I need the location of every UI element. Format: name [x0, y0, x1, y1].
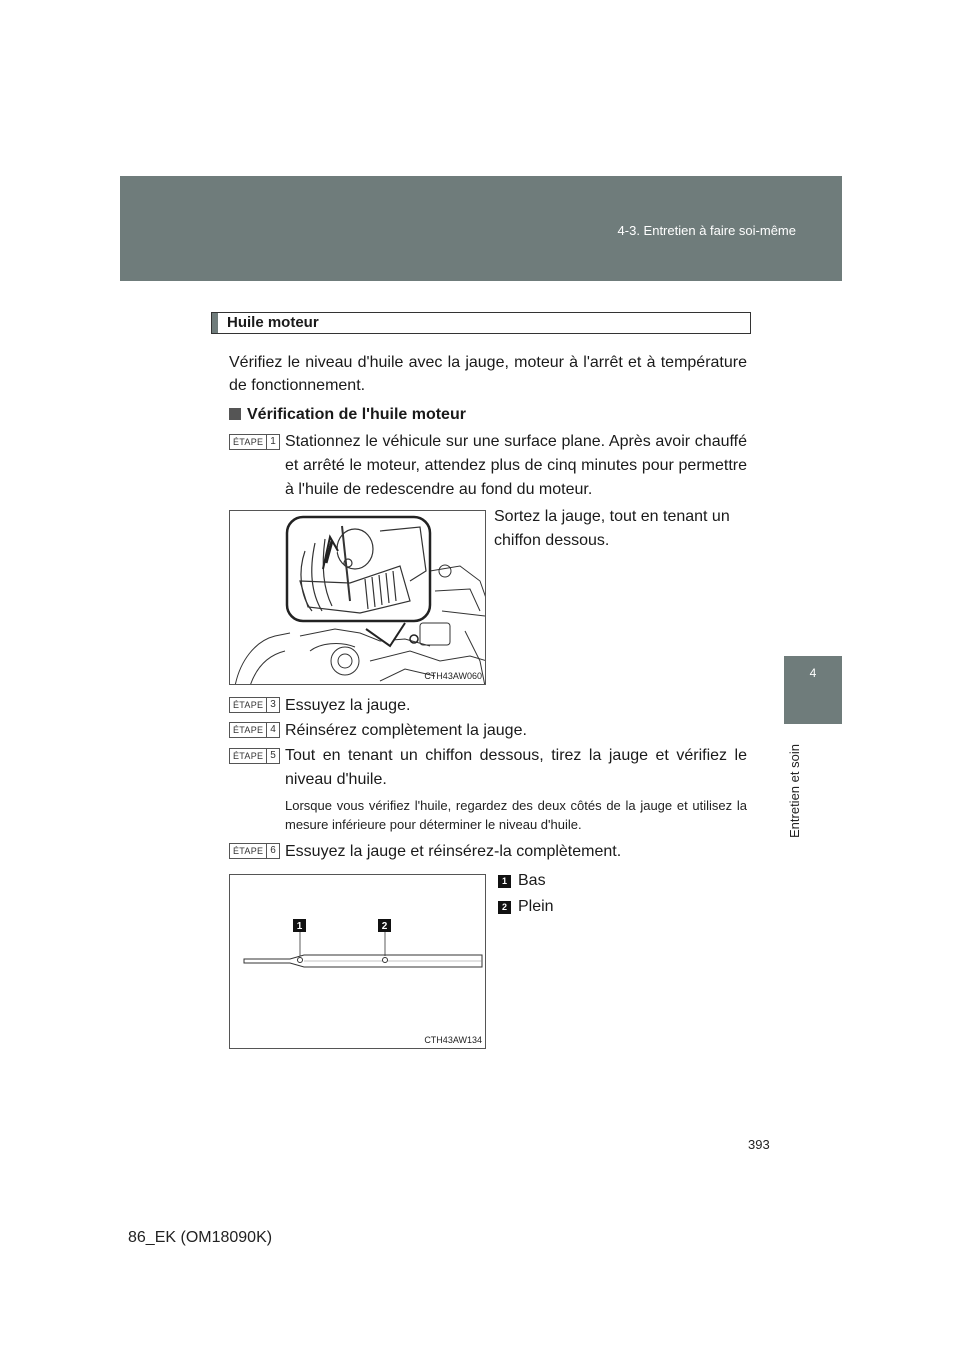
chapter-number: 4	[809, 666, 817, 680]
step-word: ÉTAPE	[233, 751, 264, 761]
dipstick-illustration	[230, 875, 486, 1049]
step-2-text: Sortez la jauge, tout en tenant un chiffon dessous.	[494, 508, 730, 549]
subheading	[229, 406, 466, 424]
legend-badge-2: 2	[498, 901, 511, 914]
chapter-tab[interactable]	[784, 656, 842, 724]
legend-label-low: Bas	[518, 872, 546, 889]
step-word: ÉTAPE	[233, 725, 264, 735]
legend-badge-1: 1	[498, 875, 511, 888]
dipstick-figure-code: CTH43AW134	[424, 1035, 482, 1045]
intro-paragraph: Vérifiez le niveau d'huile avec la jauge, moteur à l'arrêt et à température de fonctionnement.	[229, 354, 747, 394]
engine-figure	[229, 510, 486, 685]
step-5-text: Tout en tenant un chiffon dessous, tirez la jauge et vérifiez le niveau d'huile.	[285, 747, 747, 788]
dipstick-marker-2-text: 2	[381, 921, 388, 932]
step-word: ÉTAPE	[233, 700, 264, 710]
step-number: 4	[266, 723, 279, 737]
section-breadcrumb: 4-3. Entretien à faire soi-même	[617, 223, 796, 238]
step-word: ÉTAPE	[233, 846, 264, 856]
step-number: 5	[266, 749, 279, 763]
legend-label-full: Plein	[518, 898, 554, 915]
legend-item-low	[498, 872, 546, 890]
subheading-text: Vérification de l'huile moteur	[247, 406, 466, 423]
step-label-6	[229, 843, 280, 859]
chapter-label: Entretien et soin	[787, 744, 802, 838]
step-word: ÉTAPE	[233, 437, 264, 447]
engine-figure-code: CTH43AW060	[424, 671, 482, 681]
legend-item-full	[498, 898, 554, 916]
header-band	[120, 176, 842, 281]
step-6-text: Essuyez la jauge et réinsérez-la complètement.	[285, 843, 622, 860]
step-number: 3	[266, 698, 279, 712]
step-number: 1	[266, 435, 279, 449]
dipstick-marker-1-text: 1	[296, 921, 303, 932]
step-4-text: Réinsérez complètement la jauge.	[285, 722, 527, 739]
step-label-5	[229, 748, 280, 764]
step-1-text: Stationnez le véhicule sur une surface plane. Après avoir chauffé et arrêté le moteur, attendez plus de cinq minutes pour permettre à l'huile de redescendre au fond du moteur.	[285, 433, 747, 498]
step-label-4	[229, 722, 280, 738]
section-title-box	[211, 312, 751, 334]
step-number: 6	[266, 844, 279, 858]
chapter-label-wrap	[781, 720, 807, 880]
square-bullet-icon	[229, 408, 241, 420]
section-title: Huile moteur	[227, 314, 319, 331]
step-5-note: Lorsque vous vérifiez l'huile, regardez des deux côtés de la jauge et utilisez la mesure inférieure pour déterminer le niveau d'huile.	[285, 798, 747, 832]
document-code: 86_EK (OM18090K)	[128, 1229, 273, 1246]
dipstick-figure	[229, 874, 486, 1049]
step-label-1	[229, 434, 280, 450]
page-number: 393	[748, 1137, 770, 1152]
engine-illustration	[230, 511, 486, 685]
step-label-3	[229, 697, 280, 713]
step-3-text: Essuyez la jauge.	[285, 697, 411, 714]
